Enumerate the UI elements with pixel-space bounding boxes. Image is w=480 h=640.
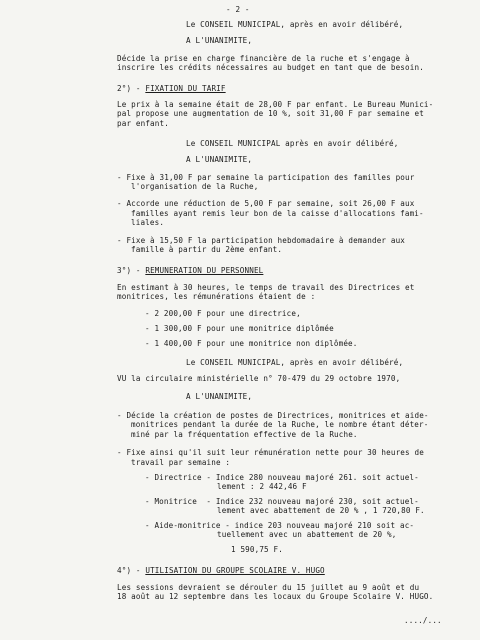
bullet-line: l'organisation de la Ruche, [131,182,259,191]
page-number: - 2 - [226,5,250,14]
salary-line: tuellement avec un abattement de 20 %, [217,530,397,539]
section-title: REMUNERATION DU PERSONNEL [145,266,264,275]
paragraph-line: Le prix à la semaine était de 28,00 F par enfant. Le Bureau Munici- [117,100,434,109]
resolution-line: Le CONSEIL MUNICIPAL, après en avoir délibéré, [186,20,404,29]
paragraph-line: Les sessions devraient se dérouler du 15 juillet au 9 août et du [117,583,420,592]
section-title: FIXATION DU TARIF [145,84,226,93]
pay-line: - 1 300,00 F pour une monitrice diplômée [145,324,334,333]
section-number: 3°) - [117,266,146,275]
bullet-line: - Décide la création de postes de Directrices, monitrices et aide- [117,411,429,420]
bullet-line: monitrices pendant la durée de la Ruche, le nombre étant déter- [131,420,429,429]
unanimity-line: A L'UNANIMITE, [186,392,253,401]
salary-line: - Aide-monitrice - indice 203 nouveau majoré 210 soit ac- [145,521,415,530]
circular-line: VU la circulaire ministérielle n° 70-479 du 29 octobre 1970, [117,374,401,383]
pay-line: - 2 200,00 F pour une directrice, [145,309,301,318]
unanimity-line: A L'UNANIMITE, [186,36,253,45]
bullet-line: - Fixe à 15,50 F la participation hebdomadaire à demander aux [117,236,406,245]
bullet-line: travail par semaine : [131,458,231,467]
section-number: 4°) - [117,566,146,575]
decision-line: inscrire les crédits nécessaires au budget en tant que de besoin. [117,63,424,72]
section-heading [117,566,325,575]
unanimity-line: A L'UNANIMITE, [186,155,253,164]
salary-line: lement avec abattement de 20 % , 1 720,80 F. [217,506,425,515]
paragraph-line: par enfant. [117,119,169,128]
bullet-line: miné par la fréquentation effective de la Ruche. [131,430,358,439]
salary-line: 1 590,75 F. [231,545,283,554]
bullet-line: famille à partir du 2ème enfant. [131,245,283,254]
section-heading [117,266,263,275]
bullet-line: - Fixe à 31,00 F par semaine la participation des familles pour [117,173,415,182]
paragraph-line: 18 août au 12 septembre dans les locaux du Groupe Scolaire V. HUGO. [117,592,434,601]
paragraph-line: En estimant à 30 heures, le temps de travail des Directrices et [117,283,415,292]
paragraph-line: monitrices, les rémunérations étaient de : [117,292,316,301]
continuation-mark: ..../... [404,616,442,625]
salary-line: lement : 2 442,46 F [217,482,307,491]
resolution-line: Le CONSEIL MUNICIPAL, après en avoir délibéré, [186,358,404,367]
resolution-line: Le CONSEIL MUNICIPAL après en avoir délibéré, [186,139,399,148]
section-number: 2°) - [117,84,146,93]
pay-line: - 1 400,00 F pour une monitrice non diplômée. [145,339,358,348]
bullet-line: liales. [131,218,165,227]
bullet-line: - Fixe ainsi qu'il suit leur rémunération nette pour 30 heures de [117,448,424,457]
bullet-line: - Accorde une réduction de 5,00 F par semaine, soit 26,00 F aux [117,199,415,208]
bullet-line: familles ayant remis leur bon de la caisse d'allocations fami- [131,209,424,218]
paragraph-line: pal propose une augmentation de 10 %, soit 31,00 F par semaine et [117,109,424,118]
salary-line: - Directrice - Indice 280 nouveau majoré 261. soit actuel- [145,473,419,482]
section-heading [117,84,226,93]
salary-line: - Monitrice - Indice 232 nouveau majoré 230, soit actuel- [145,497,419,506]
decision-line: Décide la prise en charge financière de la ruche et s'engage à [117,54,410,63]
section-title: UTILISATION DU GROUPE SCOLAIRE V. HUGO [145,566,325,575]
